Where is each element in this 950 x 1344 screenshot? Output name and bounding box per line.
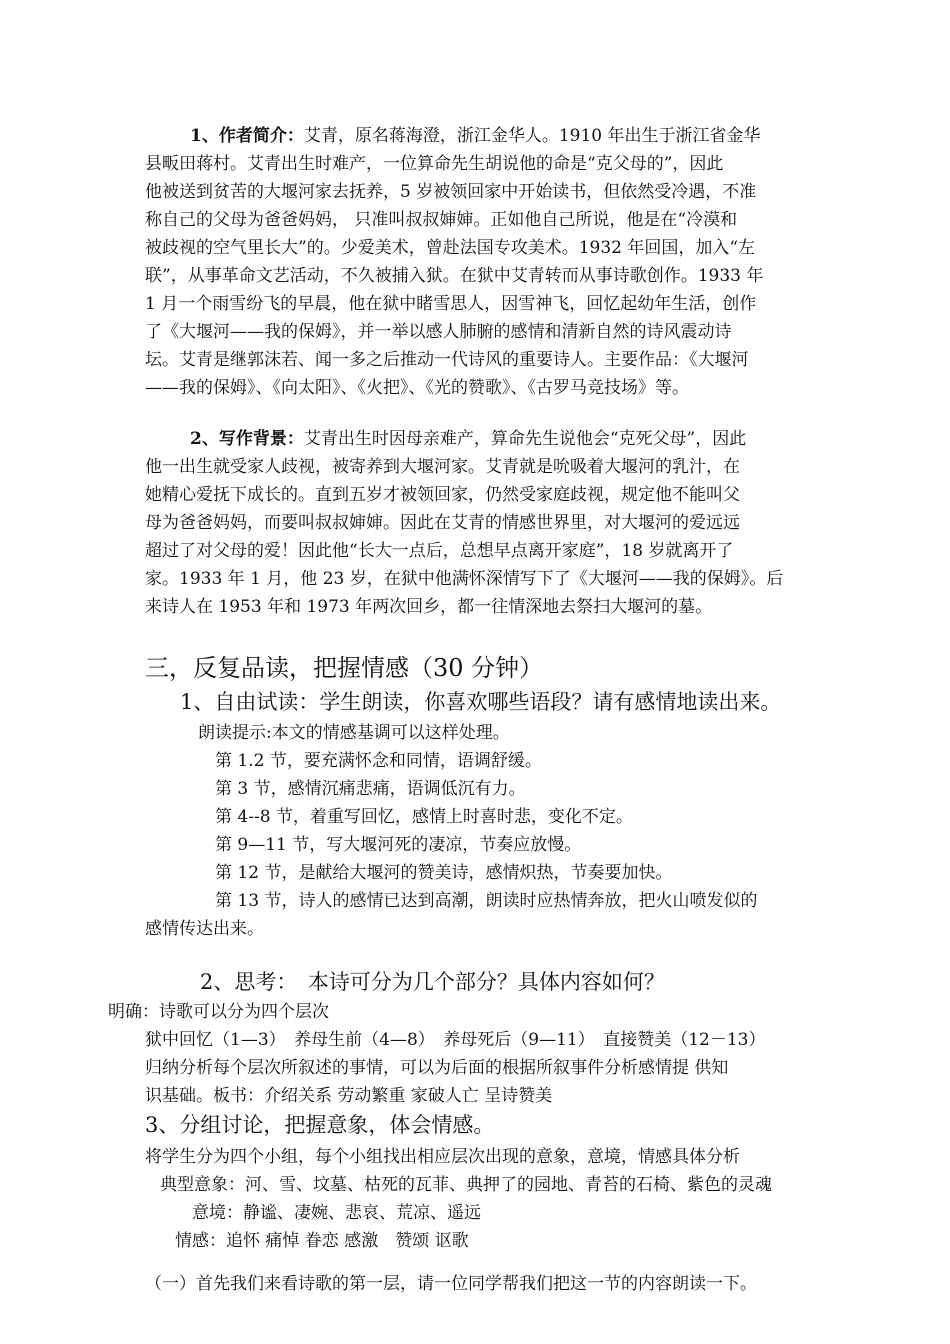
reading-tip-6-cont: 感情传达出来。 [145, 919, 264, 939]
author-intro-line-7: 1 月一个雨雪纷飞的早晨，他在狱中睹雪思人，因雪神飞，回忆起幼年生活，创作 [145, 294, 757, 314]
reading-tip-1: 第 1.2 节，要充满怀念和同情，语调舒缓。 [215, 751, 542, 771]
author-intro-line-1: 1、作者简介：艾青，原名蒋海澄，浙江金华人。1910 年出生于浙江省金华 [190, 126, 761, 146]
layers-line: 狱中回忆（1—3） 养母生前（4—8） 养母死后（9—11） 直接赞美（12－13） [145, 1030, 766, 1050]
author-intro-line-5: 被歧视的空气里长大”的。少爱美术，曾赴法国专攻美术。1932 年回国，加入“左 [145, 238, 756, 258]
reading-tip-6: 第 13 节，诗人的感情已达到高潮，朗读时应热情奔放，把火山喷发似的 [215, 891, 758, 911]
author-intro-line-8: 了《大堰河——我的保姆》，并一举以感人肺腑的感情和清新自然的诗风震动诗 [145, 322, 732, 342]
author-intro-line-9: 坛。艾青是继郭沫若、闻一多之后推动一代诗风的重要诗人。主要作品：《大堰河 [145, 350, 749, 370]
emotion-line: 情感：追怀 痛悼 眷恋 感激 赞颂 讴歌 [175, 1231, 469, 1251]
item-1-free-reading: 1、自由试读：学生朗读，你喜欢哪些语段？请有感情地读出来。 [180, 690, 782, 714]
mood-line: 意境：静谧、凄婉、悲哀、荒凉、遥远 [192, 1203, 481, 1223]
background-line-7: 来诗人在 1953 年和 1973 年两次回乡，都一往情深地去祭扫大堰河的墓。 [145, 597, 713, 617]
background-line-3: 她精心爱抚下成长的。直到五岁才被领回家，仍然受家庭歧视，规定他不能叫父 [145, 485, 740, 505]
background-line-1: 2、写作背景：艾青出生时因母亲难产，算命先生说他会“克死父母”，因此 [190, 429, 747, 449]
reading-tip: 朗读提示:本文的情感基调可以这样处理。 [198, 723, 510, 743]
summary-line-2: 识基础。板书：介绍关系 劳动繁重 家破人亡 呈诗赞美 [145, 1086, 553, 1106]
item-2-thinking: 2、思考： 本诗可分为几个部分？具体内容如何？ [200, 970, 665, 994]
background-line-4: 母为爸爸妈妈，而要叫叔叔婶婶。因此在艾青的情感世界里，对大堰河的爱远远 [145, 513, 740, 533]
author-intro-line-3: 他被送到贫苦的大堰河家去抚养，5 岁被领回家中开始读书，但依然受冷遇，不准 [145, 182, 757, 202]
reading-tip-4: 第 9—11 节，写大堰河死的凄凉，节奏应放慢。 [215, 835, 582, 855]
imagery-line: 典型意象：河、雪、坟墓、枯死的瓦菲、典押了的园地、青苔的石椅、紫色的灵魂 [160, 1175, 772, 1195]
group-line: 将学生分为四个小组，每个小组找出相应层次出现的意象，意境，情感具体分析 [145, 1147, 740, 1167]
author-intro-line-6: 联”，从事革命文艺活动，不久被捕入狱。在狱中艾青转而从事诗歌创作。1933 年 [145, 266, 764, 286]
reading-tip-3: 第 4--8 节，着重写回忆，感情上时喜时悲，变化不定。 [215, 807, 633, 827]
section-3-title: 三，反复品读，把握情感（30 分钟） [145, 654, 544, 682]
author-intro-line-4: 称自己的父母为爸爸妈妈， 只准叫叔叔婶婶。正如他自己所说，他是在“冷漠和 [145, 210, 738, 230]
reading-tip-5: 第 12 节，是献给大堰河的赞美诗，感情炽热，节奏要加快。 [215, 863, 673, 883]
first-layer-line: （一）首先我们来看诗歌的第一层，请一位同学帮我们把这一节的内容朗读一下。 [145, 1274, 757, 1294]
summary-line-1: 归纳分析每个层次所叙述的事情，可以为后面的根据所叙事件分析感情提 供知 [145, 1058, 729, 1078]
item-3-group-discussion: 3、分组讨论，把握意象，体会情感。 [145, 1113, 495, 1137]
author-intro-line-10: ——我的保姆》、《向太阳》、《火把》、《光的赞歌》、《古罗马竞技场》等。 [145, 378, 689, 398]
background-line-2: 他一出生就受家人歧视，被寄养到大堰河家。艾青就是吮吸着大堰河的乳汁，在 [145, 457, 740, 477]
reading-tip-2: 第 3 节，感情沉痛悲痛，语调低沉有力。 [215, 779, 526, 799]
background-line-6: 家。1933 年 1 月，他 23 岁，在狱中他满怀深情写下了《大堰河——我的保姆》。后 [145, 569, 784, 589]
author-intro-line-2: 县畈田蒋村。艾青出生时难产，一位算命先生胡说他的命是“克父母的”，因此 [145, 154, 724, 174]
clarify-line: 明确：诗歌可以分为四个层次 [108, 1002, 329, 1022]
background-line-5: 超过了对父母的爱！因此他“长大一点后，总想早点离开家庭”，18 岁就离开了 [145, 541, 734, 561]
background-heading: 2、写作背景： [190, 429, 304, 449]
author-intro-heading: 1、作者简介： [190, 126, 304, 146]
